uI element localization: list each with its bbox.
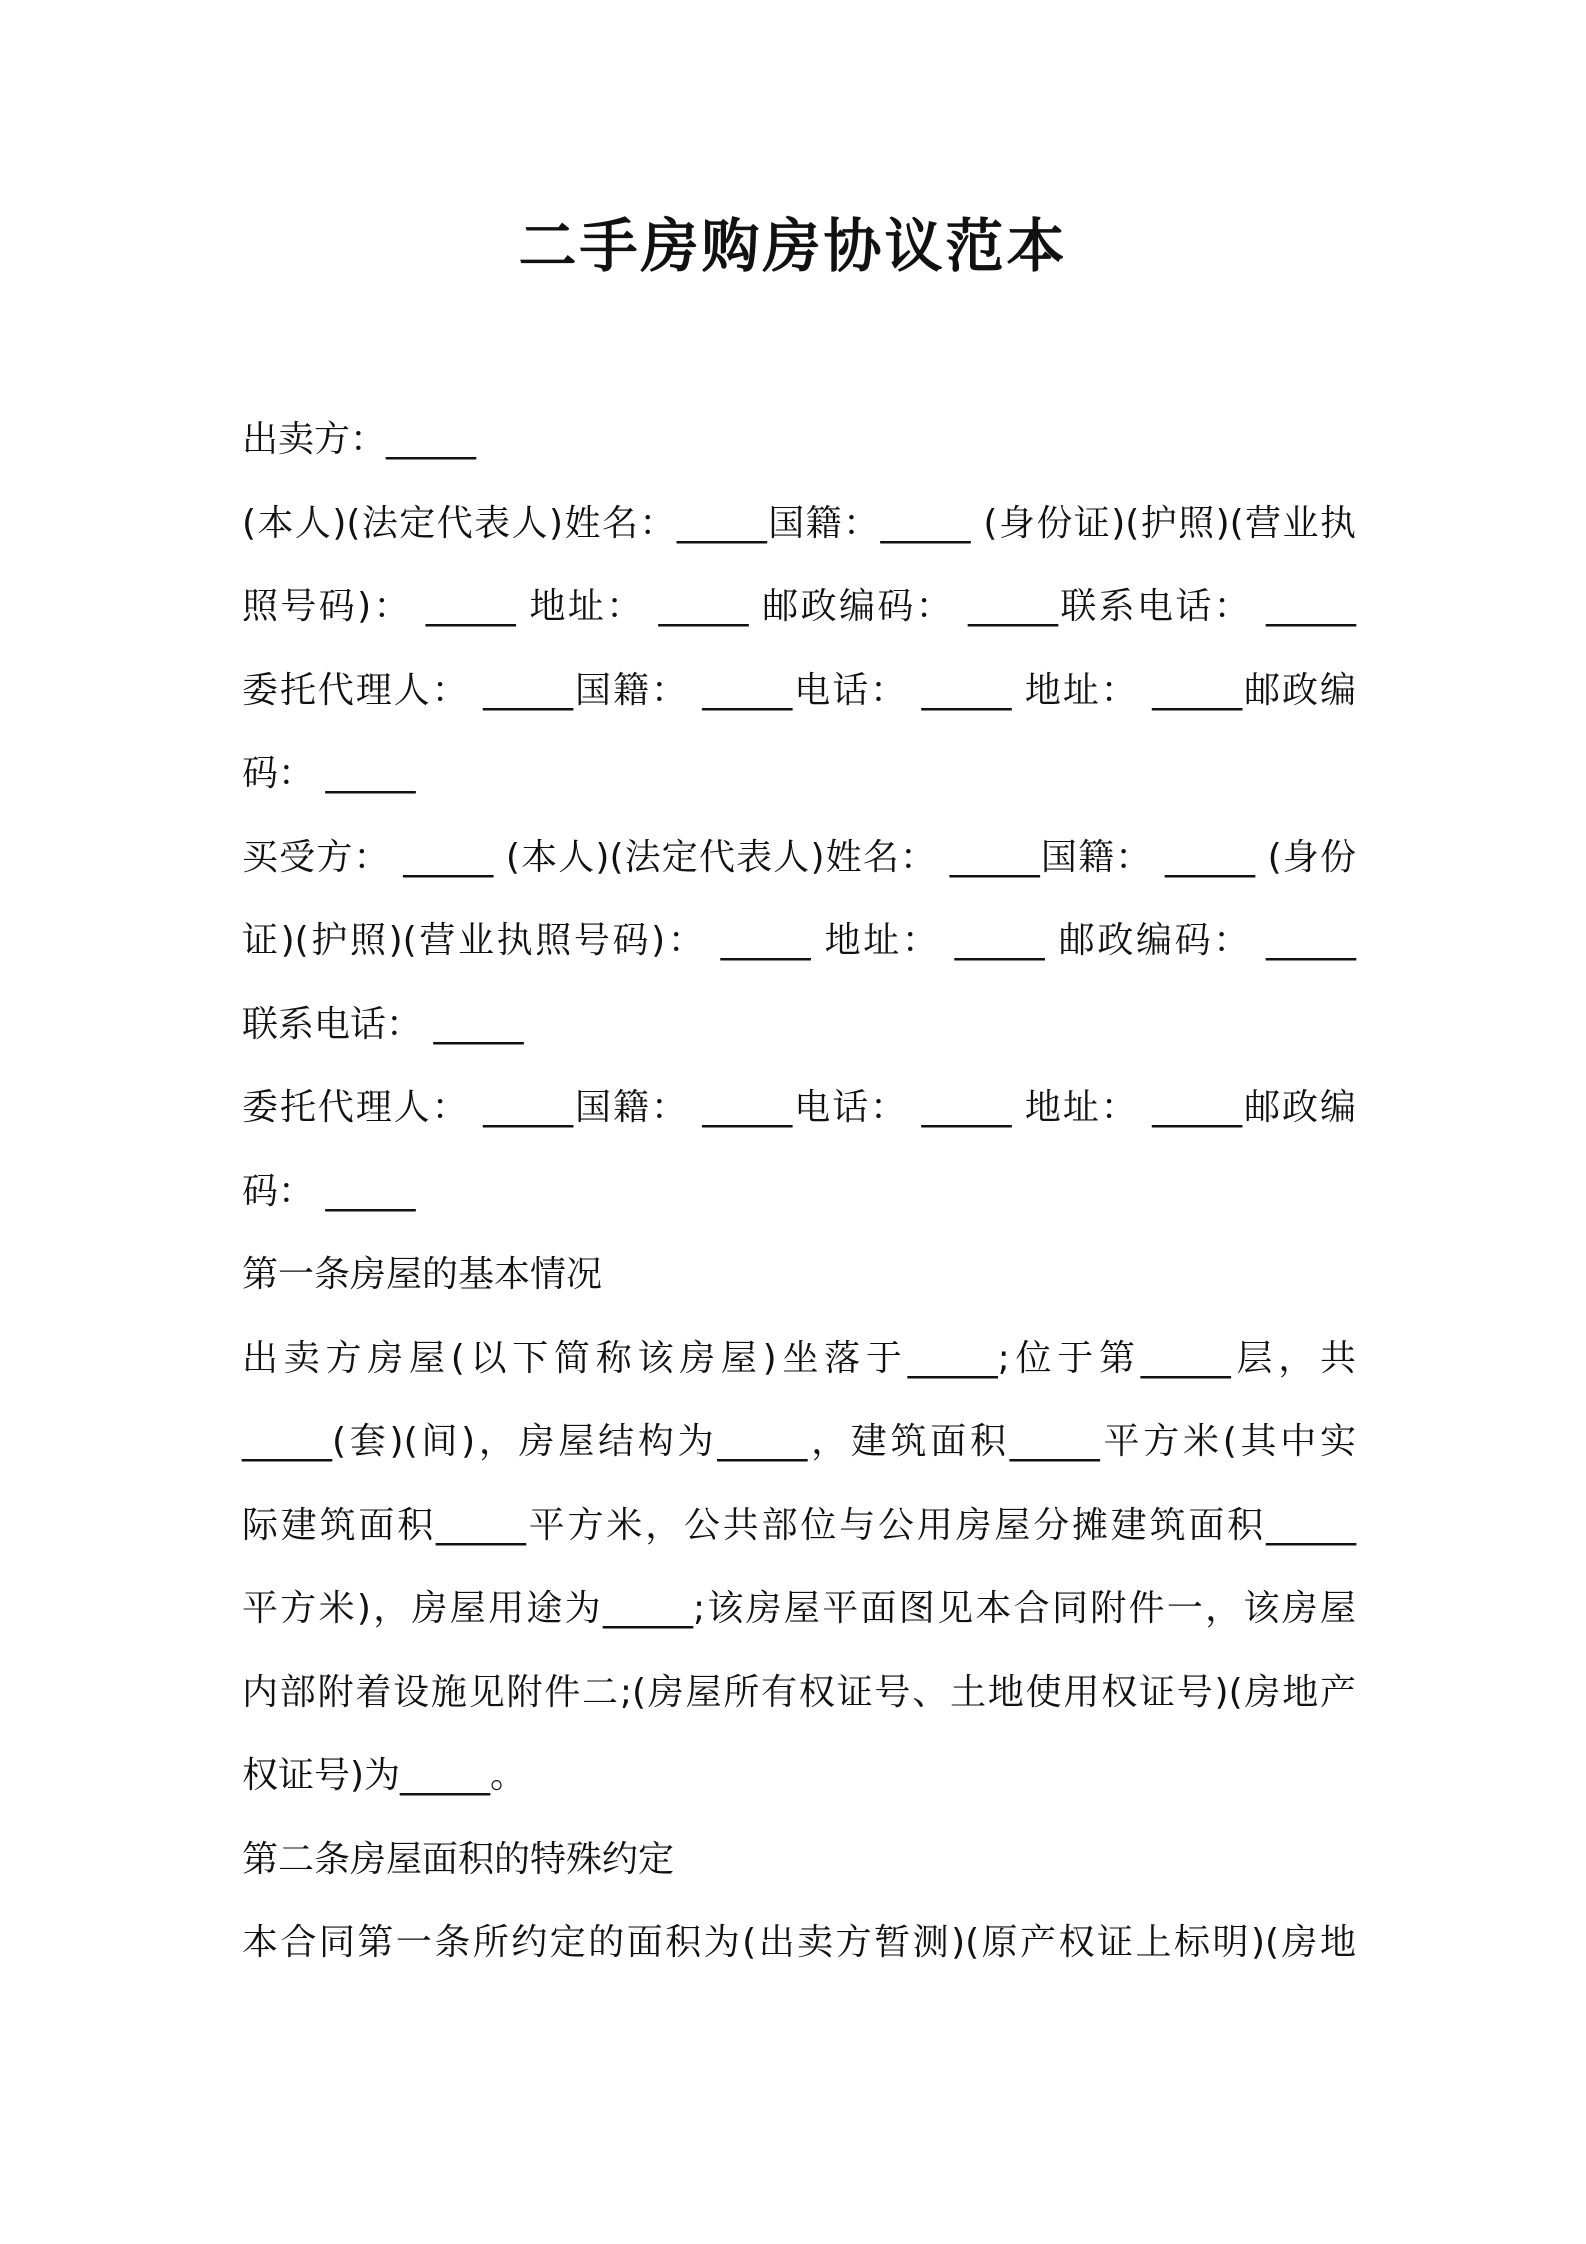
text-line: 证)(护照)(营业执照号码)： _____ 地址： _____ 邮政编码： _____ [242,920,1356,961]
text-line: 平方米)，房屋用途为_____;该房屋平面图见本合同附件一，该房屋 [242,1588,1356,1629]
document-body [242,398,1356,1985]
text-line: 联系电话： _____ [242,1003,524,1045]
text-line: _____(套)(间)，房屋结构为_____，建筑面积_____平方米(其中实 [242,1421,1356,1462]
text-line: 码： _____ [242,1170,416,1212]
text-line: 本合同第一条所约定的面积为(出卖方暂测)(原产权证上标明)(房地 [242,1922,1356,1963]
section-heading: 第二条房屋面积的特殊约定 [242,1838,675,1880]
text-line: 出卖方：_____ [242,419,477,460]
section-heading: 第一条房屋的基本情况 [242,1254,603,1295]
text-line: 委托代理人： _____国籍： _____电话： _____ 地址： _____邮政编 [242,1087,1356,1128]
text-line: 出卖方房屋(以下简称该房屋)坐落于_____;位于第_____层，共 [242,1337,1356,1379]
text-line: (本人)(法定代表人)姓名：_____国籍：_____ (身份证)(护照)(营业执 [242,502,1356,544]
text-line: 买受方： _____ (本人)(法定代表人)姓名： _____国籍： _____ (身份 [242,836,1356,878]
text-line: 际建筑面积_____平方米，公共部位与公用房屋分摊建筑面积_____ [242,1504,1356,1546]
text-line: 权证号)为_____。 [242,1755,527,1796]
document-title: 二手房购房协议范本 [518,212,1068,280]
text-line: 委托代理人： _____国籍： _____电话： _____ 地址： _____邮政编 [242,669,1356,711]
text-line: 照号码)： _____ 地址： _____ 邮政编码： _____联系电话： _____ [242,586,1356,627]
text-line: 内部附着设施见附件二;(房屋所有权证号、土地使用权证号)(房地产 [242,1671,1356,1713]
text-line: 码： _____ [242,753,416,794]
